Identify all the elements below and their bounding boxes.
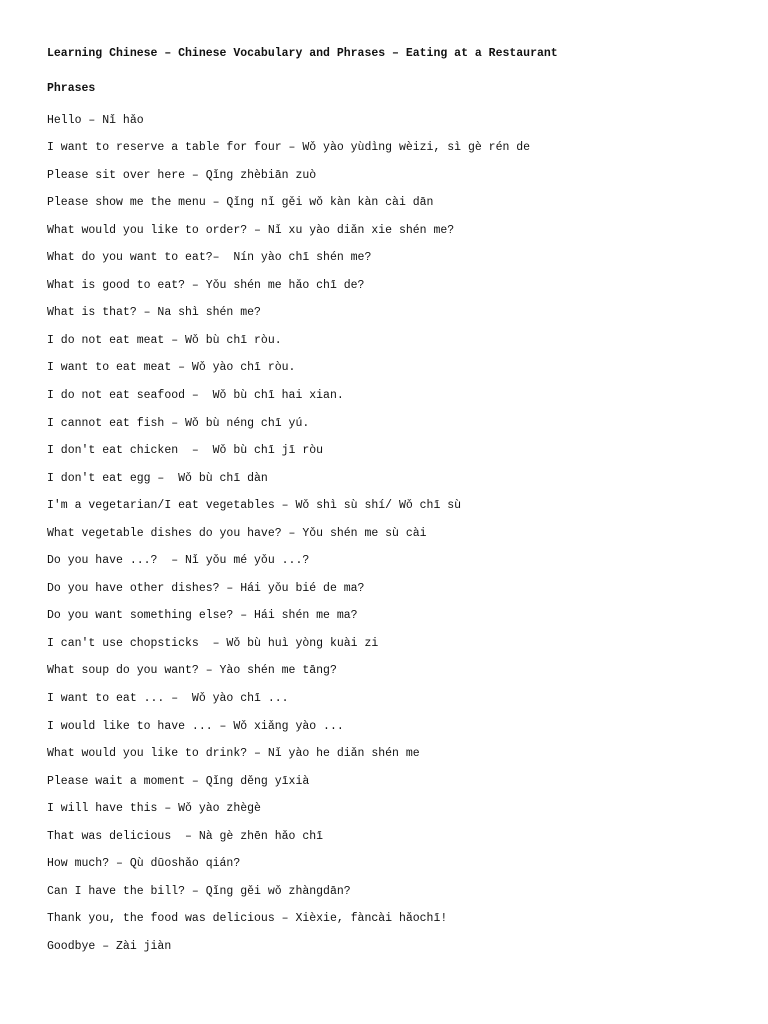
phrase-line: Do you have ...? – Nǐ yǒu mé yǒu ...? [47, 554, 310, 568]
phrase-line: Hello – Nǐ hǎo [47, 113, 144, 127]
phrase-line: I cannot eat fish – Wǒ bù néng chī yú. [47, 416, 310, 430]
phrase-line: I'm a vegetarian/I eat vegetables – Wǒ shì sù shí/ Wǒ chī sù [47, 499, 462, 513]
section-heading-phrases: Phrases [47, 82, 96, 95]
phrase-line: What would you like to drink? – Nǐ yào he diǎn shén me [47, 747, 420, 761]
phrase-line: I want to eat meat – Wǒ yào chī ròu. [47, 361, 296, 375]
phrase-line: I don't eat chicken – Wǒ bù chī jī ròu [47, 444, 324, 458]
phrase-line: What do you want to eat?– Nín yào chī shén me? [47, 251, 372, 265]
phrase-line: Do you want something else? – Hái shén me ma? [47, 609, 358, 623]
phrase-line: I will have this – Wǒ yào zhègè [47, 802, 261, 816]
document-page [47, 44, 747, 960]
phrase-line: Do you have other dishes? – Hái yǒu bié de ma? [47, 581, 365, 595]
phrase-line: That was delicious – Nà gè zhēn hǎo chī [47, 829, 324, 843]
phrase-line: Please wait a moment – Qǐng děng yīxià [47, 774, 310, 788]
phrase-line: I do not eat seafood – Wǒ bù chī hai xian. [47, 388, 344, 402]
phrase-line: Can I have the bill? – Qǐng gěi wǒ zhàngdān? [47, 884, 351, 898]
phrase-line: Please show me the menu – Qǐng nǐ gěi wǒ kàn kàn cài dān [47, 196, 434, 210]
phrase-line: I can't use chopsticks – Wǒ bù huì yòng kuài zi [47, 636, 379, 650]
document-title: Learning Chinese – Chinese Vocabulary and Phrases – Eating at a Restaurant [47, 47, 558, 60]
phrase-line: What is good to eat? – Yǒu shén me hǎo chī de? [47, 278, 365, 292]
phrase-line: Goodbye – Zài jiàn [47, 939, 172, 953]
phrase-line: Please sit over here – Qǐng zhèbiān zuò [47, 168, 317, 182]
phrase-line: I want to eat ... – Wǒ yào chī ... [47, 691, 289, 705]
phrase-line: How much? – Qù dūoshǎo qián? [47, 857, 241, 871]
phrase-line: What soup do you want? – Yào shén me tāng? [47, 664, 337, 678]
phrase-line: I want to reserve a table for four – Wǒ yào yùdìng wèizi, sì gè rén de [47, 141, 531, 155]
phrase-line: I would like to have ... – Wǒ xiǎng yào ... [47, 719, 344, 733]
phrase-list [47, 107, 747, 961]
phrase-line: What would you like to order? – Nǐ xu yào diǎn xie shén me? [47, 223, 455, 237]
phrase-line: I don't eat egg – Wǒ bù chī dàn [47, 471, 268, 485]
phrase-line: Thank you, the food was delicious – Xièxie, fàncài hǎochī! [47, 912, 448, 926]
phrase-line: I do not eat meat – Wǒ bù chī ròu. [47, 333, 282, 347]
phrase-line: What vegetable dishes do you have? – Yǒu shén me sù cài [47, 526, 427, 540]
phrase-line: What is that? – Na shì shén me? [47, 306, 261, 320]
